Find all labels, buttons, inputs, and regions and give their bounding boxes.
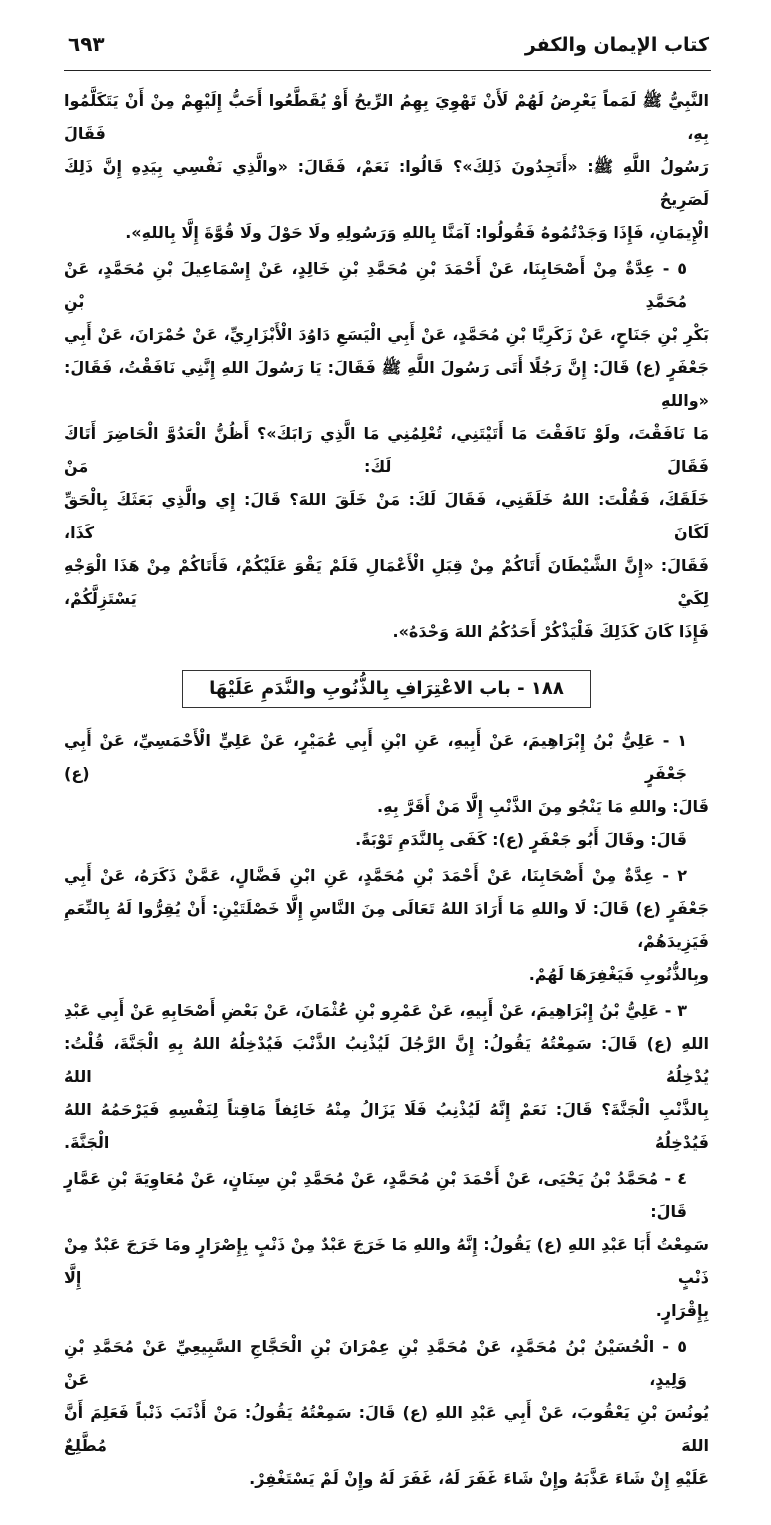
- running-header: [0, 0, 771, 74]
- text-line: فَإِذَا كَانَ كَذَلِكَ فَلْيَذْكُرْ أَحَدُكُمُ اللهَ وَحْدَهُ».: [392, 622, 709, 641]
- section-title-box: ١٨٨ - باب الاعْتِرَافِ بِالذُّنُوبِ والنَّدَمِ عَلَيْهَا: [182, 670, 591, 708]
- section-heading: [64, 670, 709, 708]
- text-line: الْإِيمَانِ، فَإِذَا وَجَدْتُمُوهُ فَقُولُوا: آمَنَّا بِاللهِ وَرَسُولِهِ ولَا حَوْلَ ولَا قُوَّةَ إِلَّا بِاللهِ».: [125, 223, 709, 242]
- text-line: جَعْفَرٍ (ع) قَالَ: إِنَّ رَجُلًا أَتَى رَسُولَ اللَّهِ ﷺ فَقَالَ: يَا رَسُولَ اللهِ إِنَّنِي نَافَقْتُ، فَقَالَ: «واللهِ: [64, 358, 709, 410]
- text-line: خَلَقَكَ، فَقُلْتَ: اللهُ خَلَقَنِي، فَقَالَ لَكَ: مَنْ خَلَقَ اللهَ؟ قَالَ: إِي والَّذِي بَعَثَكَ بِالْحَقِّ لَكَانَ كَذَا،: [64, 490, 709, 542]
- text-line: بَكْرِ بْنِ جَنَاحٍ، عَنْ زَكَرِيَّا بْنِ مُحَمَّدٍ، عَنْ أَبِي الْيَسَعِ دَاوُدَ الْأَبْزَارِيِّ، عَنْ حُمْرَانَ، عَنْ أَبِي: [64, 325, 709, 344]
- text-line: رَسُولُ اللَّهِ ﷺ: «أَتَجِدُونَ ذَلِكَ»؟ قَالُوا: نَعَمْ، فَقَالَ: «والَّذِي نَفْسِي بِيَدِهِ إِنَّ ذَلِكَ لَصَرِيحُ: [64, 157, 709, 209]
- text-line: مَا نَافَقْتَ، ولَوْ نَافَقْتَ مَا أَتَيْتَنِي، تُعْلِمُنِي مَا الَّذِي رَابَكَ»؟ أَظُنُّ الْعَدُوَّ الْحَاضِرَ أَتَاكَ فَقَالَ لَكَ: مَنْ: [64, 424, 709, 476]
- text-line: يُونُسَ بْنِ يَعْقُوبَ، عَنْ أَبِي عَبْدِ اللهِ (ع) قَالَ: سَمِعْتُهُ يَقُولُ: مَنْ أَذْنَبَ ذَنْباً فَعَلِمَ أَنَّ اللهَ مُطَّلِعٌ: [64, 1403, 709, 1455]
- hadith-start-line: ٥ - عِدَّةٌ مِنْ أَصْحَابِنَا، عَنْ أَحْمَدَ بْنِ مُحَمَّدِ بْنِ خَالِدٍ، عَنْ إِسْمَاعِيلَ بْنِ مُحَمَّدٍ، عَنْ مُحَمَّدِ بْنِ: [64, 259, 687, 311]
- text-line: النَّبِيُّ ﷺ لَمَماً يَعْرِضُ لَهُمْ لَأَنْ تَهْوِيَ بِهِمُ الرِّيحُ أَوْ يُقَطَّعُوا أَحَبُّ إِلَيْهِمْ مِنْ أَنْ يَتَكَلَّمُوا بِهِ، فَقَالَ: [64, 91, 709, 143]
- text-line: وبِالذُّنُوبِ فَيَغْفِرَهَا لَهُمْ.: [528, 965, 709, 984]
- text-line: فَقَالَ: «إِنَّ الشَّيْطَانَ أَتَاكُمْ مِنْ قِبَلِ الْأَعْمَالِ فَلَمْ يَقْوَ عَلَيْكُمْ، فَأَتَاكُمْ مِنْ هَذَا الْوَجْهِ لِكَيْ يَسْتَزِلَّكُمْ،: [64, 556, 709, 608]
- page-number: ٦٩٣: [68, 32, 105, 56]
- text-line: جَعْفَرٍ (ع) قَالَ: لَا واللهِ مَا أَرَادَ اللهُ تَعَالَى مِنَ النَّاسِ إِلَّا خَصْلَتَيْنِ: أَنْ يُقِرُّوا لَهُ بِالنِّعَمِ فَيَزِيدَهُمْ،: [64, 899, 709, 951]
- text-line: عَلَيْهِ إِنْ شَاءَ عَذَّبَهُ وإِنْ شَاءَ غَفَرَ لَهُ، غَفَرَ لَهُ وإِنْ لَمْ يَسْتَغْفِرْ.: [249, 1469, 709, 1488]
- hadith-start-line: ٢ - عِدَّةٌ مِنْ أَصْحَابِنَا، عَنْ أَحْمَدَ بْنِ مُحَمَّدٍ، عَنِ ابْنِ فَضَّالٍ، عَمَّنْ ذَكَرَهُ، عَنْ أَبِي: [64, 866, 687, 885]
- text-line: سَمِعْتُ أَبَا عَبْدِ اللهِ (ع) يَقُولُ: إِنَّهُ واللهِ مَا خَرَجَ عَبْدٌ مِنْ ذَنْبٍ بِإِصْرَارٍ ومَا خَرَجَ عَبْدٌ مِنْ ذَنْبٍ إِلَّا: [64, 1235, 709, 1287]
- text-line: قَالَ: وقَالَ أَبُو جَعْفَرٍ (ع): كَفَى بِالنَّدَمِ تَوْبَةً.: [355, 830, 687, 849]
- text-line: قَالَ: واللهِ مَا يَنْجُو مِنَ الذَّنْبِ إِلَّا مَنْ أَقَرَّ بِهِ.: [377, 797, 709, 816]
- text-line: اللهِ (ع) قَالَ: سَمِعْتُهُ يَقُولُ: إِنَّ الرَّجُلَ لَيُذْنِبُ الذَّنْبَ فَيُدْخِلُهُ اللهُ بِهِ الْجَنَّةَ، قُلْتُ: يُدْخِلُهُ اللهُ: [64, 1034, 709, 1086]
- hadith-start-line: ٣ - عَلِيُّ بْنُ إِبْرَاهِيمَ، عَنْ أَبِيهِ، عَنْ عَمْرِو بْنِ عُثْمَانَ، عَنْ بَعْضِ أَصْحَابِهِ عَنْ أَبِي عَبْدِ: [64, 1001, 687, 1020]
- hadith-start-line: ٥ - الْحُسَيْنُ بْنُ مُحَمَّدٍ، عَنْ مُحَمَّدِ بْنِ عِمْرَانَ بْنِ الْحَجَّاجِ السَّبِيعِيِّ عَنْ مُحَمَّدِ بْنِ وَلِيدٍ، عَنْ: [64, 1337, 687, 1389]
- hadith-start-line: ١ - عَلِيُّ بْنُ إِبْرَاهِيمَ، عَنْ أَبِيهِ، عَنِ ابْنِ أَبِي عُمَيْرٍ، عَنْ عَلِيٍّ الْأَحْمَسِيِّ، عَنْ أَبِي جَعْفَرٍ (ع): [64, 731, 687, 783]
- text-line: بِالذَّنْبِ الْجَنَّةَ؟ قَالَ: نَعَمْ إِنَّهُ لَيُذْنِبُ فَلَا يَزَالُ مِنْهُ خَائِفاً مَاقِتاً لِنَفْسِهِ فَيَرْحَمُهُ اللهُ فَيُدْخِلُهُ الْجَنَّةَ.: [64, 1100, 709, 1152]
- body-text: [0, 74, 771, 1525]
- hadith-start-line: ٤ - مُحَمَّدُ بْنُ يَحْيَى، عَنْ أَحْمَدَ بْنِ مُحَمَّدٍ، عَنْ مُحَمَّدِ بْنِ سِنَانٍ، عَنْ مُعَاوِيَةَ بْنِ عَمَّارٍ قَالَ:: [64, 1169, 687, 1221]
- header-divider: [64, 70, 711, 71]
- text-line: بِإِقْرَارٍ.: [655, 1301, 709, 1320]
- book-title: كتاب الإيمان والكفر: [524, 34, 709, 56]
